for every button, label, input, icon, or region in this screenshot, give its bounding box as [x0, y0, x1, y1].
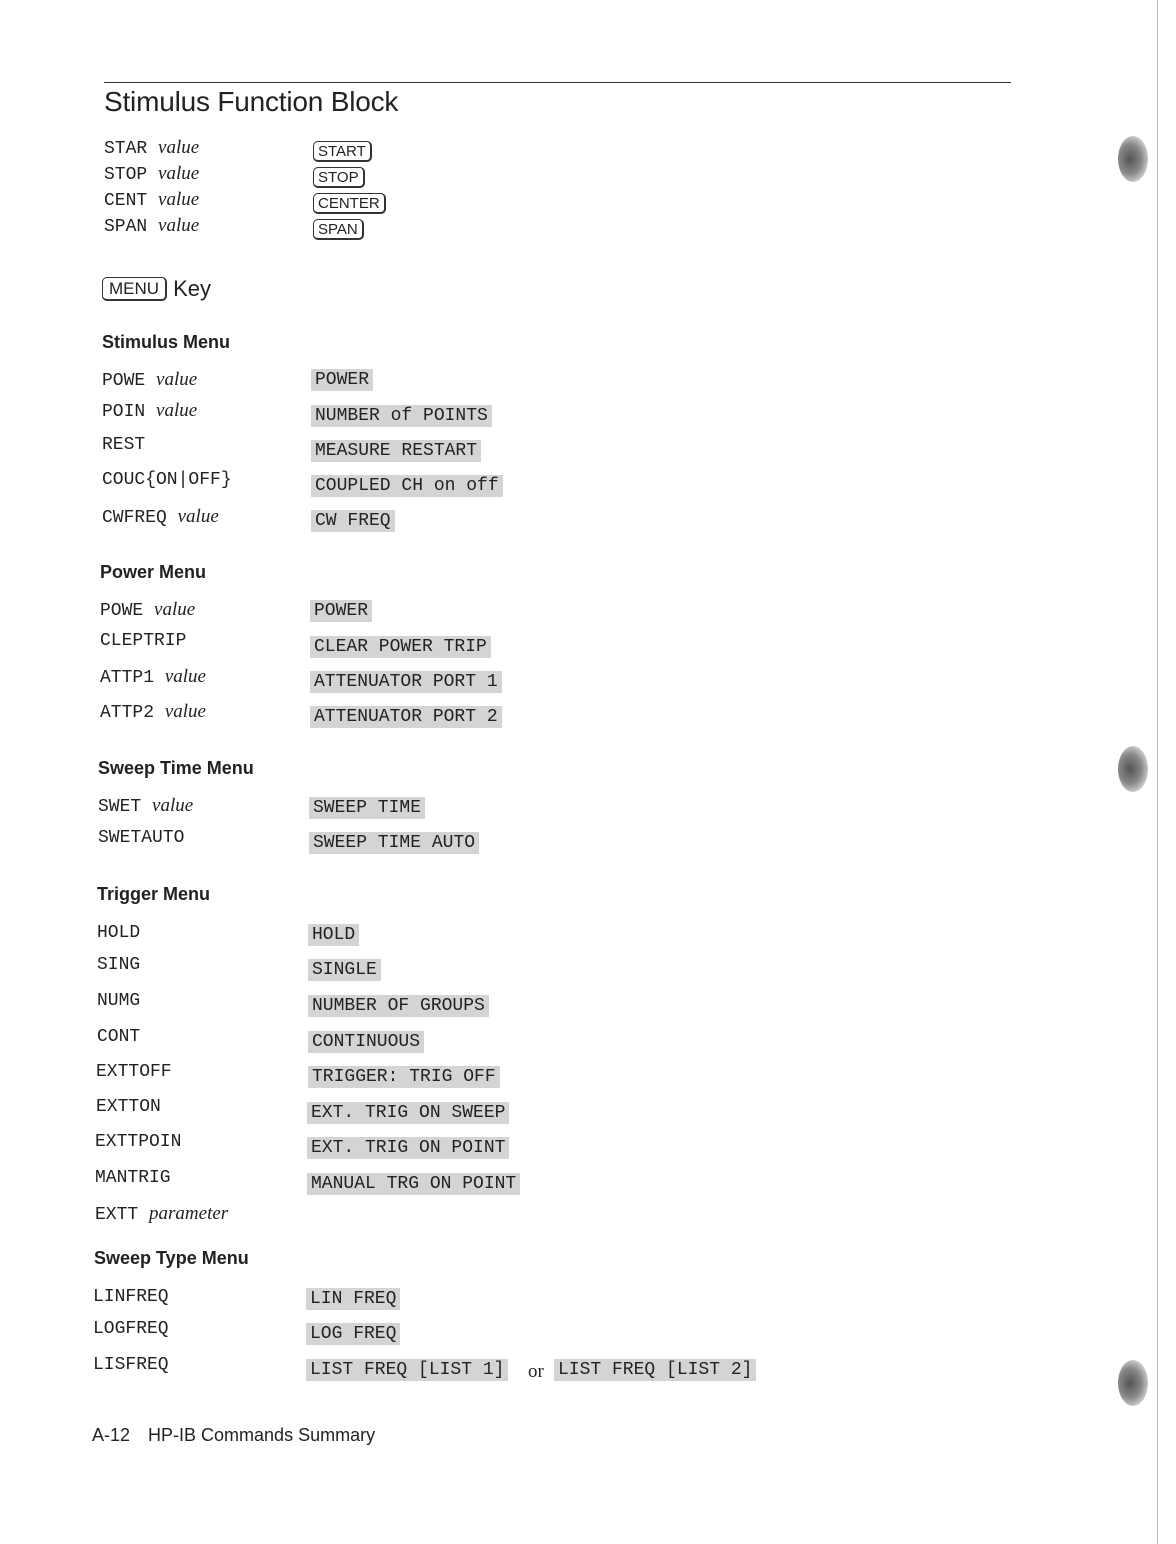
command-label: COUC{ON|OFF}: [102, 470, 232, 490]
command-label: POIN value: [102, 400, 198, 422]
softkey-label: SWEEP TIME: [309, 797, 425, 819]
command-label: POWE value: [100, 599, 196, 621]
binder-hole-icon: [1118, 1360, 1148, 1406]
start-key: START: [313, 141, 372, 162]
softkey-label: CLEAR POWER TRIP: [310, 636, 491, 658]
binder-hole-icon: [1118, 136, 1148, 182]
sweep-type-menu-heading: Sweep Type Menu: [94, 1248, 249, 1268]
softkey-label: TRIGGER: TRIG OFF: [308, 1066, 500, 1088]
page-edge-line: [1157, 0, 1158, 1544]
page-number: A-12: [92, 1425, 131, 1445]
command-label: STOP value: [104, 163, 200, 185]
command-label: SPAN value: [104, 215, 200, 237]
command-label: EXTT parameter: [95, 1203, 229, 1225]
softkey-label: ATTENUATOR PORT 1: [310, 671, 502, 693]
softkey-label: NUMBER OF GROUPS: [308, 995, 489, 1017]
or-text: or: [528, 1361, 544, 1382]
page-title: Stimulus Function Block: [104, 86, 399, 117]
softkey-label: SINGLE: [308, 959, 381, 981]
command-label: EXTTON: [96, 1097, 161, 1117]
command-label: STAR value: [104, 137, 200, 159]
command-label: HOLD: [97, 923, 141, 943]
menu-key: MENU: [102, 277, 167, 301]
softkey-label: SWEEP TIME AUTO: [309, 832, 479, 854]
softkey-label: LIST FREQ [LIST 2]: [554, 1359, 756, 1381]
softkey-label: ATTENUATOR PORT 2: [310, 706, 502, 728]
softkey-label: NUMBER of POINTS: [311, 405, 492, 427]
command-label: POWE value: [102, 369, 198, 391]
stop-key: STOP: [313, 167, 365, 188]
command-label: ATTP2 value: [100, 701, 206, 723]
command-label: CLEPTRIP: [100, 631, 187, 651]
softkey-label: CONTINUOUS: [308, 1031, 424, 1053]
power-menu-heading: Power Menu: [100, 562, 207, 582]
footer-title: HP-IB Commands Summary: [148, 1425, 376, 1445]
command-label: LOGFREQ: [93, 1319, 169, 1339]
softkey-label: HOLD: [308, 924, 359, 946]
page-footer: [92, 1425, 375, 1446]
command-label: SWETAUTO: [98, 828, 185, 848]
softkey-label: MANUAL TRG ON POINT: [307, 1173, 520, 1195]
command-label: CONT: [97, 1027, 141, 1047]
menu-key-heading-text: Key: [173, 276, 211, 301]
sweep-time-menu-heading: Sweep Time Menu: [98, 758, 254, 778]
command-label: SING: [97, 955, 141, 975]
command-label: REST: [102, 435, 146, 455]
softkey-label: COUPLED CH on off: [311, 475, 503, 497]
command-label: MANTRIG: [95, 1168, 171, 1188]
command-label: LISFREQ: [93, 1355, 169, 1375]
command-label: EXTTPOIN: [95, 1132, 182, 1152]
softkey-label: LIN FREQ: [306, 1288, 400, 1310]
top-rule: [104, 82, 1011, 83]
command-label: EXTTOFF: [96, 1062, 172, 1082]
stimulus-menu-heading: Stimulus Menu: [102, 332, 231, 352]
command-label: ATTP1 value: [100, 666, 206, 688]
command-label: LINFREQ: [93, 1287, 169, 1307]
command-label: CWFREQ value: [102, 506, 219, 528]
menu-key-heading: [102, 276, 211, 302]
softkey-label: LOG FREQ: [306, 1323, 400, 1345]
softkey-label: MEASURE RESTART: [311, 440, 481, 462]
softkey-label: LIST FREQ [LIST 1]: [306, 1359, 508, 1381]
softkey-label: POWER: [310, 600, 372, 622]
binder-edge: [1106, 0, 1176, 1544]
binder-hole-icon: [1118, 746, 1148, 792]
command-label: SWET value: [98, 795, 194, 817]
trigger-menu-heading: Trigger Menu: [97, 884, 211, 904]
softkey-label: EXT. TRIG ON SWEEP: [307, 1102, 509, 1124]
softkey-label: EXT. TRIG ON POINT: [307, 1137, 509, 1159]
softkey-label: CW FREQ: [311, 510, 395, 532]
span-key: SPAN: [313, 219, 364, 240]
command-label: NUMG: [97, 991, 141, 1011]
center-key: CENTER: [313, 193, 386, 214]
softkey-label: POWER: [311, 369, 373, 391]
command-label: CENT value: [104, 189, 200, 211]
